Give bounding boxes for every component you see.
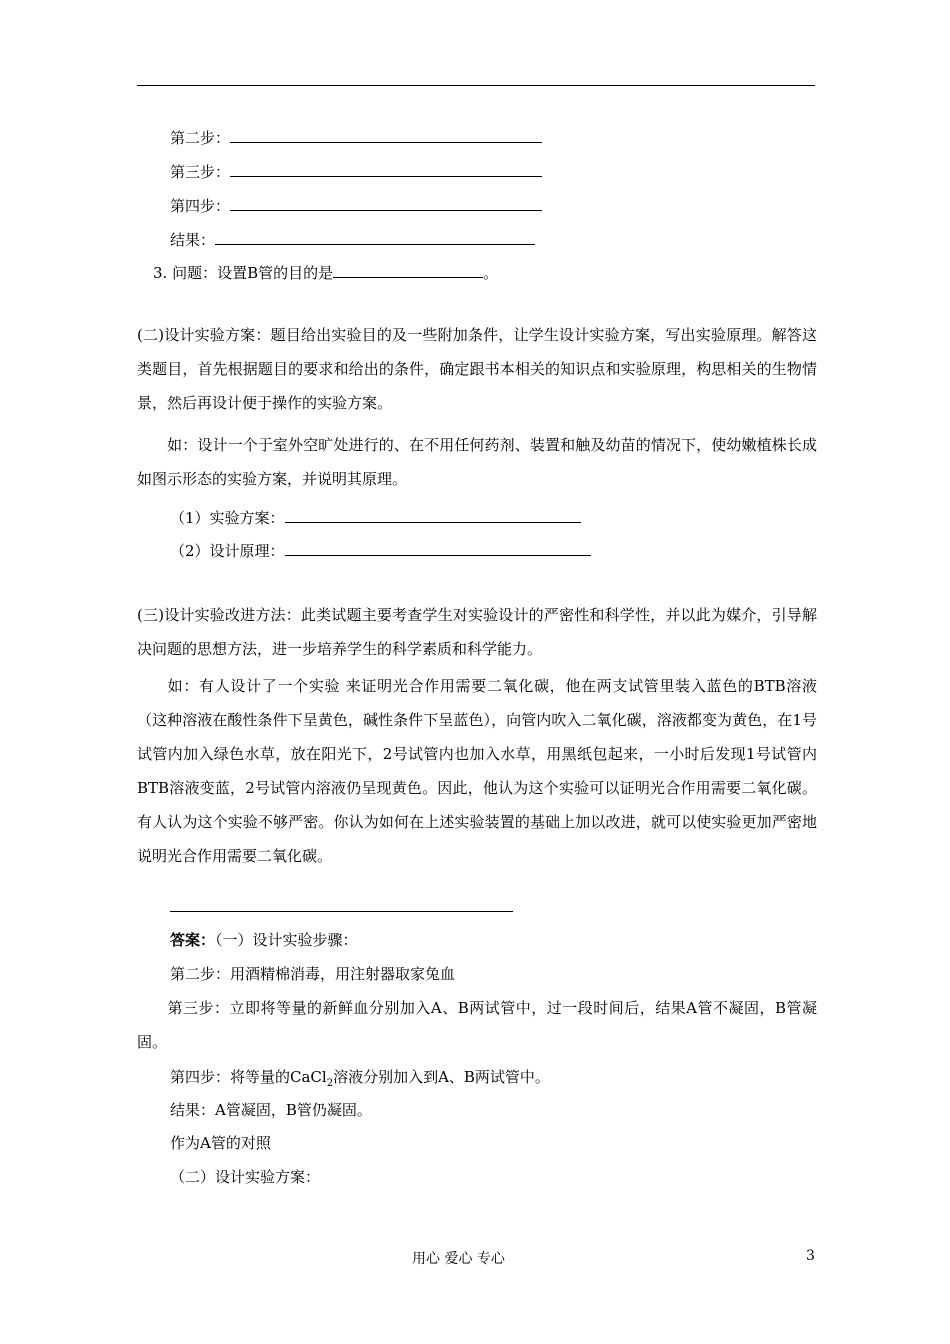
answer-result: 结果：A管凝固，B管仍凝固。	[170, 1101, 372, 1119]
step4-line	[170, 195, 542, 216]
question3-suffix: 。	[483, 264, 499, 282]
answer-step3	[137, 991, 817, 1059]
item1-line	[170, 507, 581, 528]
result-label: 结果：	[170, 231, 216, 249]
answer-divider	[170, 911, 513, 912]
result-line	[170, 229, 535, 250]
answer-step2: 第二步：用酒精棉消毒，用注射器取家兔血	[170, 965, 456, 983]
item2-label: （2）设计原理：	[170, 542, 285, 560]
step3-blank[interactable]	[230, 161, 542, 177]
step3-line	[170, 161, 542, 182]
answer-step4-sub: 2	[326, 1078, 334, 1089]
step4-blank[interactable]	[230, 195, 542, 211]
item2-blank[interactable]	[285, 540, 591, 556]
item1-label: （1）实验方案：	[170, 509, 285, 527]
section2-intro: (二)设计实验方案：题目给出实验目的及一些附加条件，让学生设计实验方案，写出实验原理。解答这类题目，首先根据题目的要求和给出的条件，确定跟书本相关的知识点和实验原理，构思相关的生物情景，然后再设计便于操作的实验方案。	[137, 326, 817, 412]
page-number: 3	[806, 1248, 815, 1264]
question3-line	[153, 262, 498, 283]
step3-label: 第三步：	[170, 163, 231, 181]
footer-text: 用心 爱心 专心	[412, 1251, 505, 1267]
answer-step4	[170, 1067, 550, 1094]
question3-prefix: 3. 问题：设置B管的目的是	[153, 264, 334, 282]
section3-intro: (三)设计实验改进方法：此类试题主要考查学生对实验设计的严密性和科学性，并以此为媒介，引导解决问题的思想方法，进一步培养学生的科学素质和科学能力。	[137, 606, 817, 658]
section2-example-text: 如：设计一个于室外空旷处进行的、在不用任何药剂、装置和触及幼苗的情况下，使幼嫩植株长成如图示形态的实验方案，并说明其原理。	[137, 436, 817, 488]
section2-example	[137, 428, 817, 496]
item2-line	[170, 540, 591, 561]
section3-example-text: 如：有人设计了一个实验 来证明光合作用需要二氧化碳，他在两支试管里装入蓝色的BTB溶液（这种溶液在酸性条件下呈黄色，碱性条件下呈蓝色），向管内吹入二氧化碳，溶液都变为黄色，在1号试管内加入绿色水草，放在阳光下，2号试管内也加入水草，用黑纸包起来，一小时后发现1号试管内BTB溶液变蓝，2号试管内溶液仍呈现黄色。因此，他认为这个实验可以证明光合作用需要二氧化碳。有人认为这个实验不够严密。你认为如何在上述实验装置的基础上加以改进，就可以使实验更加严密地说明光合作用需要二氧化碳。	[137, 677, 817, 865]
result-blank[interactable]	[215, 229, 535, 245]
answer-part2-heading: （二）设计实验方案：	[170, 1168, 321, 1186]
step2-blank[interactable]	[230, 127, 542, 143]
section3-example	[137, 669, 817, 873]
answer-step3-text: 第三步：立即将等量的新鲜血分别加入A、B两试管中，过一段时间后，结果A管不凝固，B管凝固。	[137, 999, 817, 1051]
step2-label: 第二步：	[170, 129, 231, 147]
header-rule	[137, 85, 815, 86]
answer-step4-pre: 第四步：将等量的CaCl	[170, 1068, 327, 1086]
answer-control: 作为A管的对照	[170, 1134, 271, 1152]
answer-heading: （一）设计实验步骤：	[215, 931, 358, 949]
answer-step4-post: 溶液分别加入到A、B两试管中。	[333, 1068, 550, 1086]
answer-heading-line	[170, 930, 358, 950]
question3-blank[interactable]	[333, 262, 483, 278]
step2-line	[170, 127, 542, 148]
item1-blank[interactable]	[285, 507, 581, 523]
step4-label: 第四步：	[170, 197, 231, 215]
answer-label: 答案：	[170, 931, 216, 949]
